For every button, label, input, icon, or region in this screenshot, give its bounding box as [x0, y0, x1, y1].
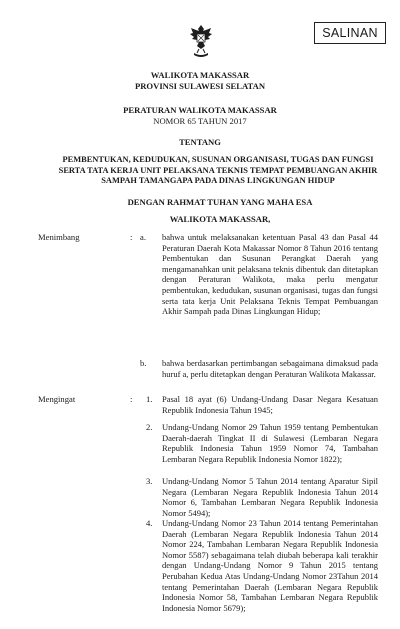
garuda-emblem-icon [188, 22, 214, 62]
mengingat-colon: : [130, 394, 133, 404]
subject-line: PEMBENTUKAN, KEDUDUKAN, SUSUNAN ORGANISASI, TUGAS DAN FUNGSI [62, 155, 374, 164]
header-mayor: WALIKOTA MAKASSAR [150, 70, 250, 80]
regulation-subject [58, 155, 378, 187]
salinan-badge: SALINAN [314, 22, 386, 44]
menimbang-item-a: bahwa untuk melaksanakan ketentuan Pasal 43 dan Pasal 44 Peraturan Daerah Kota Makassar Nomor 8 Tahun 2016 tentang Pembentukan dan Susunan Perangkat Daerah yang mengamanahkan unit pelaksana teknis dibentuk dan ditetapkan dengan Peraturan Walikota, maka perlu mengatur pembentukan, kedudukan, susunan organisasi, tugas dan fungsi serta tata kerja Unit Pelaksana Teknis Tempat Pembuangan Akhir Sampah pada Dinas Lingkungan Hidup; [162, 232, 378, 317]
header-province: PROVINSI SULAWESI SELATAN [134, 81, 266, 91]
mengingat-item-1: Pasal 18 ayat (6) Undang-Undang Dasar Negara Kesatuan Republik Indonesia Tahun 1945; [162, 394, 378, 415]
menimbang-item-b: bahwa berdasarkan pertimbangan sebagaimana dimaksud pada huruf a, perlu ditetapkan dengan Peraturan Walikota Makassar. [162, 358, 378, 379]
item-marker: 3. [146, 476, 153, 486]
menimbang-label: Menimbang [38, 232, 80, 242]
subject-line: SAMPAH TAMANGAPA PADA DINAS LINGKUNGAN HIDUP [101, 176, 335, 185]
item-marker: 2. [146, 422, 153, 432]
about-heading: TENTANG [179, 137, 221, 147]
mengingat-label: Mengingat [38, 394, 76, 404]
authority: WALIKOTA MAKASSAR, [169, 214, 271, 224]
mengingat-item-4: Undang-Undang Nomor 23 Tahun 2014 tentang Pemerintahan Daerah (Lembaran Negara Republik Indonesia Tahun 2014 Nomor 224, Tambahan Lembaran Negara Republik Indonesia Nomor 5587) sebagaimana telah diubah beberapa kali terakhir dengan Undang-Undang Nomor 9 Tahun 2015 tentang Perubahan Kedua Atas Undang-Undang Nomor 23Tahun 2014 tentang Pemerintahan Daerah (Lembaran Negara Republik Indonesia Nomor 58, Tambahan Lembaran Negara Republik Indonesia Nomor 5679); [162, 518, 378, 613]
item-marker: 1. [146, 394, 153, 404]
item-marker: a. [140, 232, 146, 242]
menimbang-colon: : [130, 232, 133, 242]
regulation-title: PERATURAN WALIKOTA MAKASSAR [123, 105, 277, 115]
item-marker: b. [140, 358, 147, 368]
invocation: DENGAN RAHMAT TUHAN YANG MAHA ESA [127, 197, 313, 207]
mengingat-item-2: Undang-Undang Nomor 29 Tahun 1959 tentang Pembentukan Daerah-daerah Tingkat II di Sulawesi (Lembaran Negara Republik Indonesia Tahun 1959 Nomor 74, Tambahan Lembaran Negara Republik Indonesia Nomor 1822); [162, 422, 378, 464]
item-marker: 4. [146, 518, 153, 528]
regulation-number: NOMOR 65 TAHUN 2017 [153, 116, 247, 126]
mengingat-item-3: Undang-Undang Nomor 5 Tahun 2014 tentang Aparatur Sipil Negara (Lembaran Negara Republik Indonesia Tahun 2014 Nomor 6, Tambahan Lembaran Negara Republik Indonesia Nomor 5494); [162, 476, 378, 518]
subject-line: SERTA TATA KERJA UNIT PELAKSANA TEKNIS TEMPAT PEMBUANGAN AKHIR [58, 165, 378, 175]
